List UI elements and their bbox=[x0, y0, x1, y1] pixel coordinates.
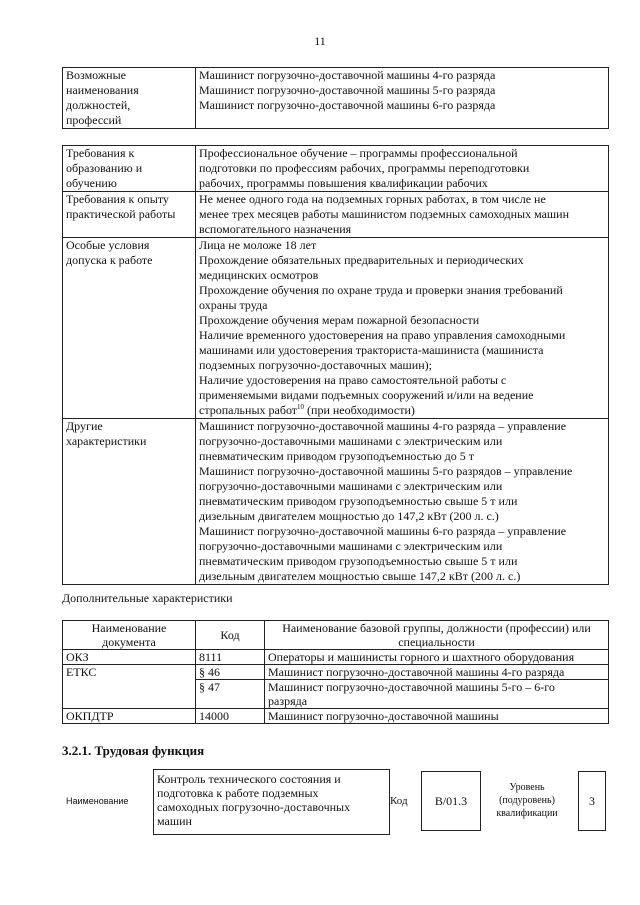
table-row: ОКЗ 8111 Операторы и машинисты горного и шахтного оборудования bbox=[63, 650, 609, 665]
experience-row bbox=[63, 192, 609, 238]
requirements-table bbox=[62, 145, 609, 585]
possible-positions-label: Возможные наименования должностей, профессий bbox=[63, 68, 196, 129]
code-label: Код bbox=[390, 795, 408, 807]
additional-characteristics-title: Дополнительные характеристики bbox=[62, 591, 233, 605]
special-conditions-label: Особые условия допуска к работе bbox=[63, 238, 196, 419]
header-document: Наименование документа bbox=[63, 621, 196, 650]
name-label: Наименование bbox=[66, 796, 129, 806]
experience-value: Не менее одного года на подземных горных работах, в том числе не менее трех месяцев работы машинистом подземных самоходных машин вспомогательного назначения bbox=[196, 192, 609, 238]
table-row: § 47 Машинист погрузочно-доставочной машины 5-го – 6-го разряда bbox=[63, 680, 609, 709]
header-name: Наименование базовой группы, должности (профессии) или специальности bbox=[265, 621, 609, 650]
table-row: ОКПДТР 14000 Машинист погрузочно-доставочной машины bbox=[63, 709, 609, 724]
possible-positions-values: Машинист погрузочно-доставочной машины 4-го разряда Машинист погрузочно-доставочной машины 5-го разряда Машинист погрузочно-доставочной машины 6-го разряда bbox=[196, 68, 609, 129]
qualification-level-label: Уровень (подуровень) квалификации bbox=[496, 782, 558, 819]
qualification-level-box: 3 bbox=[578, 771, 606, 831]
page-number: 11 bbox=[314, 34, 326, 48]
special-conditions-value: Лица не моложе 18 лет Прохождение обязательных предварительных и периодических медицинских осмотров Прохождение обучения по охране труда и проверки знания требований охраны труда Прохождение обучения мерам пожарной безопасности Наличие временного удостоверения на право управления самоходными машинами или удостоверения тракториста-машиниста (машиниста подземных погрузочно-доставочных машин); Наличие удостоверения на право самостоятельной работы с применяемыми видами подъемных сооружений и/или на ведение стропальных работ$^{10}$ (при необходимости) bbox=[196, 238, 609, 419]
labor-function-name-box: Контроль технического состояния и подготовка к работе подземных самоходных погрузочно-доставочных машин bbox=[153, 769, 390, 835]
special-conditions-row bbox=[63, 238, 609, 419]
table-row: ЕТКС § 46 Машинист погрузочно-доставочной машины 4-го разряда bbox=[63, 665, 609, 680]
additional-characteristics-table bbox=[62, 620, 609, 724]
education-label: Требования к образованию и обучению bbox=[63, 146, 196, 192]
labor-function-title: 3.2.1. Трудовая функция bbox=[62, 743, 205, 758]
labor-function-code-box: B/01.3 bbox=[421, 771, 481, 831]
footnote-marker: 10 bbox=[297, 403, 305, 411]
other-characteristics-row bbox=[63, 419, 609, 585]
other-characteristics-label: Другие характеристики bbox=[63, 419, 196, 585]
table-header-row bbox=[63, 621, 609, 650]
experience-label: Требования к опыту практической работы bbox=[63, 192, 196, 238]
education-row bbox=[63, 146, 609, 192]
education-value: Профессиональное обучение – программы профессиональной подготовки по профессиям рабочих, программы переподготовки рабочих, программы повышения квалификации рабочих bbox=[196, 146, 609, 192]
possible-positions-table bbox=[62, 67, 609, 129]
other-characteristics-value: Машинист погрузочно-доставочной машины 4-го разряда – управление погрузочно-доставочными машинами с электрическим или пневматическим приводом грузоподъемностью до 5 т Машинист погрузочно-доставочной машины 5-го разрядов – управление погрузочно-доставочными машинами с электрическим или пневматическим приводом грузоподъемностью свыше 5 т или дизельным двигателем мощностью до 147,2 кВт (200 л. с.) Машинист погрузочно-доставочной машины 6-го разряда – управление погрузочно-доставочными машинами с электрическим или пневматическим приводом грузоподъемностью свыше 5 т или дизельным двигателем мощностью свыше 147,2 кВт (200 л. с.) bbox=[196, 419, 609, 585]
header-code: Код bbox=[196, 621, 265, 650]
